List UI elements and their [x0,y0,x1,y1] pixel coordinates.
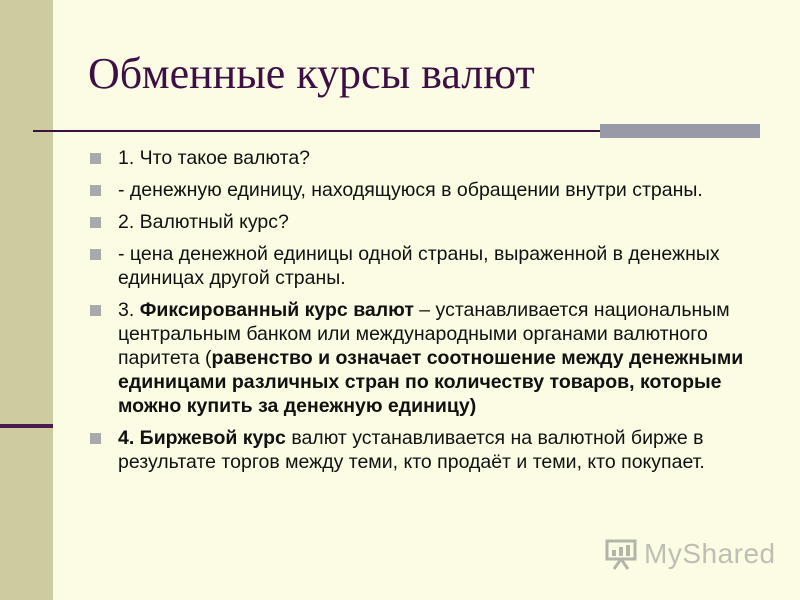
square-bullet-icon [90,153,101,164]
bullet-item [88,146,748,170]
bullet-text-bold: равенство и означает соотношение между денежными единицами различных стран по количеству товаров, которые можно купить за денежную единицу) [118,347,744,417]
bullet-text-bold: 4. Биржевой курс [118,427,286,449]
watermark-text: MyShared [644,538,776,569]
bullet-item [88,426,748,474]
bullet-item [88,210,748,234]
bullet-text-bold: Фиксированный курс валют [139,299,414,321]
bullet-item [88,178,748,202]
bullet-text: 2. Валютный курс? [118,211,289,233]
square-bullet-icon [90,249,101,260]
square-bullet-icon [90,433,101,444]
bullet-item [88,242,748,290]
bullet-item [88,298,748,418]
square-bullet-icon [90,185,101,196]
bullet-text: – устанавливается национальным центральным банком или международными органами валютного паритета ( [118,299,730,369]
bullet-list [88,146,748,482]
slide-title: Обменные курсы валют [88,49,535,98]
bullet-text: 1. Что такое валюта? [118,147,311,169]
myshared-watermark [604,536,776,572]
presentation-screen-icon [604,537,638,571]
bullet-text: - денежную единицу, находящуюся в обращении внутри страны. [118,179,703,201]
title-divider-block [600,124,760,138]
bullet-text: - цена денежной единицы одной страны, выраженной в денежных единицах другой страны. [118,243,720,289]
left-decor-bar [0,0,53,600]
left-decor-accent [0,424,53,428]
bullet-text: 3. [118,299,140,321]
bullet-text: валют устанавливается на валютной бирже в результате торгов между теми, кто продаёт и теми, кто покупает. [118,427,705,473]
square-bullet-icon [90,305,101,316]
square-bullet-icon [90,217,101,228]
